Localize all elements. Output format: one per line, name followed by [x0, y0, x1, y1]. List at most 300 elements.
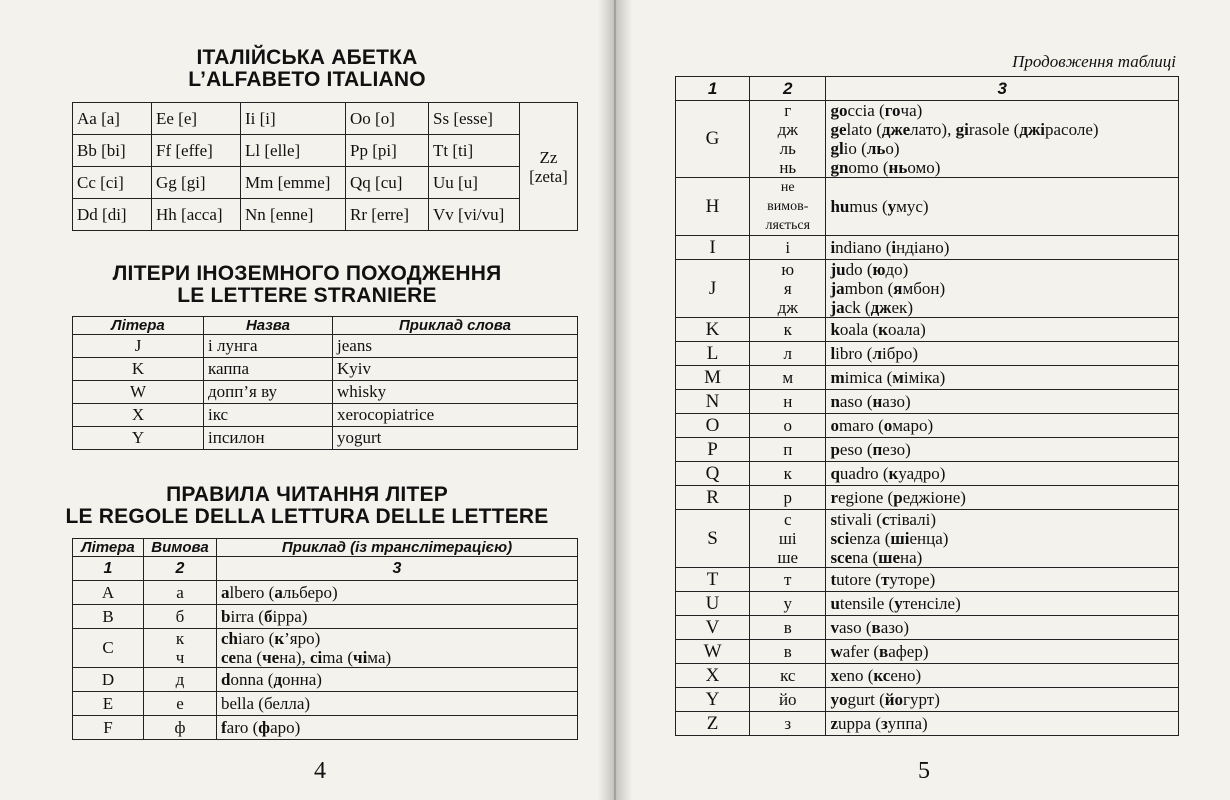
- plain-part: uadro (: [839, 464, 889, 483]
- example-line: [830, 618, 1174, 637]
- rules-example: [217, 629, 578, 668]
- pronunciation-line: вимов-: [767, 199, 809, 214]
- rtab-num-2: 2: [750, 77, 826, 101]
- pronunciation-line: ше: [777, 548, 799, 567]
- alphabet-row: [73, 135, 578, 167]
- plain-part: іміка): [903, 368, 946, 387]
- plain-part: енца): [909, 529, 949, 548]
- highlight-part: f: [221, 718, 227, 737]
- plain-part: еджіоне): [902, 488, 966, 507]
- highlight-part: о: [883, 416, 893, 435]
- alphabet-cell: Pp [pi]: [346, 135, 429, 167]
- highlight-part: yo: [830, 690, 848, 709]
- example-line: [830, 548, 1174, 567]
- highlight-part: т: [880, 570, 890, 589]
- example-line: [221, 694, 573, 713]
- plain-part: ібро): [882, 344, 919, 363]
- alphabet-cell: Ee [e]: [152, 103, 241, 135]
- example-line: [830, 570, 1174, 589]
- foreign-letter: Y: [73, 427, 204, 450]
- rtab-row: [676, 688, 1179, 712]
- rtab-letter: U: [676, 592, 750, 616]
- pronunciation-line: у: [783, 594, 793, 613]
- plain-part: aso (: [839, 392, 873, 411]
- highlight-part: з: [880, 714, 888, 733]
- example-line: [221, 648, 573, 667]
- foreign-example: jeans: [333, 335, 578, 358]
- plain-part: mus (: [849, 197, 888, 216]
- highlight-part: gn: [830, 158, 849, 177]
- pronunciation-line: к: [783, 320, 792, 339]
- pronunciation-line: ч: [175, 648, 185, 667]
- highlight-part: д: [273, 670, 283, 689]
- rtab-letter: J: [676, 260, 750, 318]
- example-line: [830, 101, 1174, 120]
- foreign-row: [73, 381, 578, 404]
- alphabet-title-it: L’ALFABETO ITALIANO: [188, 68, 426, 91]
- plain-part: tensile (: [839, 594, 895, 613]
- plain-part: ма): [367, 648, 392, 667]
- rtab-pronunciation: [750, 486, 826, 510]
- highlight-part: дж: [870, 298, 892, 317]
- rtab-pronunciation: [750, 414, 826, 438]
- plain-part: omo (: [848, 158, 889, 177]
- highlight-part: м: [892, 368, 904, 387]
- highlight-part: к: [888, 464, 899, 483]
- alphabet-cell: Mm [emme]: [241, 167, 346, 199]
- highlight-part: go: [830, 101, 848, 120]
- highlight-part: i: [830, 238, 836, 257]
- pronunciation-line: т: [784, 570, 792, 589]
- highlight-part: го: [884, 101, 901, 120]
- rtab-pronunciation: [750, 616, 826, 640]
- alphabet-cell: Bb [bi]: [73, 135, 152, 167]
- rtab-letter: P: [676, 438, 750, 462]
- rtab-letter: L: [676, 342, 750, 366]
- highlight-part: r: [830, 488, 838, 507]
- foreign-header-letter: Літера: [73, 317, 204, 335]
- example-line: [830, 320, 1174, 339]
- highlight-part: gi: [955, 120, 969, 139]
- rtab-pronunciation: [750, 260, 826, 318]
- rtab-num-3: 3: [826, 77, 1179, 101]
- alphabet-table: [72, 102, 578, 231]
- plain-part: тенсіле): [902, 594, 961, 613]
- rules-letter: C: [73, 629, 144, 668]
- highlight-part: ф: [258, 718, 271, 737]
- example-line: [830, 529, 1174, 548]
- foreign-row: [73, 358, 578, 381]
- foreign-letter: J: [73, 335, 204, 358]
- example-line: [830, 238, 1174, 257]
- rtab-letter: S: [676, 510, 750, 568]
- plain-part: uppa (: [837, 714, 881, 733]
- book-gutter: [598, 0, 632, 800]
- pronunciation-line: ль: [779, 139, 796, 158]
- alphabet-cell: Cc [ci]: [73, 167, 152, 199]
- rtab-row: [676, 616, 1179, 640]
- plain-part: расоле): [1045, 120, 1099, 139]
- foreign-name: каппа: [204, 358, 333, 381]
- rtab-example: [826, 318, 1179, 342]
- foreign-name: допп’я ву: [204, 381, 333, 404]
- highlight-part: ль: [866, 139, 886, 158]
- plain-part: bella (белла): [221, 694, 311, 713]
- rules-example: [217, 692, 578, 716]
- plain-part: маро): [892, 416, 934, 435]
- example-line: [830, 666, 1174, 685]
- rules-row: [73, 716, 578, 740]
- rtab-letter: X: [676, 664, 750, 688]
- foreign-title-uk: ЛІТЕРИ ІНОЗЕМНОГО ПОХОДЖЕННЯ: [112, 262, 502, 285]
- plain-part: rasole (: [968, 120, 1020, 139]
- highlight-part: v: [830, 618, 839, 637]
- plain-part: на): [900, 548, 923, 567]
- rtab-example: [826, 236, 1179, 260]
- rtab-example: [826, 640, 1179, 664]
- highlight-part: t: [830, 570, 837, 589]
- plain-part: афер): [888, 642, 929, 661]
- example-line: [221, 607, 573, 626]
- plain-part: ча): [900, 101, 923, 120]
- rtab-row: [676, 568, 1179, 592]
- plain-part: eso (: [839, 440, 873, 459]
- highlight-part: б: [263, 607, 273, 626]
- highlight-part: п: [872, 440, 883, 459]
- rules-row: [73, 692, 578, 716]
- plain-part: lbero (: [229, 583, 275, 602]
- plain-part: maro (: [838, 416, 884, 435]
- foreign-row: [73, 427, 578, 450]
- highlight-part: z: [830, 714, 838, 733]
- pronunciation-line: с: [783, 510, 792, 529]
- plain-part: utore (: [836, 570, 881, 589]
- rtab-row: [676, 462, 1179, 486]
- rules-header-example: Приклад (із транслітерацією): [217, 539, 578, 557]
- plain-part: eno (: [838, 666, 874, 685]
- plain-part: aso (: [838, 618, 872, 637]
- alphabet-cell: Vv [vi/vu]: [429, 199, 520, 231]
- rtab-letter: R: [676, 486, 750, 510]
- plain-part: ndiano (: [835, 238, 892, 257]
- plain-part: тівалі): [889, 510, 936, 529]
- highlight-part: нь: [888, 158, 908, 177]
- alphabet-cell: Ii [i]: [241, 103, 346, 135]
- highlight-part: н: [872, 392, 883, 411]
- plain-part: уторе): [889, 570, 936, 589]
- highlight-part: ce: [221, 648, 237, 667]
- rtab-row: [676, 178, 1179, 236]
- continuation-caption: Продовження таблиці: [1012, 52, 1176, 71]
- pronunciation-line: йо: [778, 690, 797, 709]
- plain-part: ck (: [844, 298, 871, 317]
- example-line: [221, 629, 573, 648]
- plain-part: о): [885, 139, 900, 158]
- rtab-pronunciation: [750, 592, 826, 616]
- rtab-example: [826, 366, 1179, 390]
- highlight-part: йо: [884, 690, 904, 709]
- pronunciation-line: я: [783, 279, 792, 298]
- alphabet-cell: Uu [u]: [429, 167, 520, 199]
- example-line: [830, 279, 1174, 298]
- rtab-row: [676, 260, 1179, 318]
- plain-part: мус): [896, 197, 929, 216]
- rtab-letter: H: [676, 178, 750, 236]
- foreign-name: іпсилон: [204, 427, 333, 450]
- plain-part: irra (: [230, 607, 264, 626]
- highlight-part: d: [221, 670, 231, 689]
- rules-title: [0, 484, 614, 528]
- page-number-right: 5: [918, 758, 930, 784]
- highlight-part: w: [830, 642, 843, 661]
- plain-part: ндіано): [896, 238, 950, 257]
- rtab-row: [676, 592, 1179, 616]
- foreign-header-example: Приклад слова: [333, 317, 578, 335]
- highlight-part: к: [274, 629, 285, 648]
- rules-pronunciation: е: [144, 692, 217, 716]
- plain-part: do (: [845, 260, 873, 279]
- rtab-example: [826, 101, 1179, 178]
- plain-part: гурт): [903, 690, 940, 709]
- highlight-part: o: [830, 416, 839, 435]
- foreign-title: [0, 263, 614, 307]
- foreign-row: [73, 335, 578, 358]
- highlight-part: а: [274, 583, 283, 602]
- plain-part: азо): [880, 618, 910, 637]
- alphabet-z-name: [zeta]: [529, 166, 568, 186]
- highlight-part: sce: [830, 548, 853, 567]
- alphabet-cell: Ss [esse]: [429, 103, 520, 135]
- pronunciation-line: в: [783, 642, 792, 661]
- plain-part: mbon (: [844, 279, 894, 298]
- rules-number-row: [73, 557, 578, 581]
- plain-part: оала): [887, 320, 926, 339]
- highlight-part: ja: [830, 279, 845, 298]
- pronunciation-line: к: [175, 629, 185, 648]
- example-line: [830, 158, 1174, 177]
- highlight-part: с: [881, 510, 890, 529]
- highlight-part: і: [891, 238, 897, 257]
- highlight-part: l: [830, 344, 836, 363]
- rtab-letter: Z: [676, 712, 750, 736]
- alphabet-row: [73, 167, 578, 199]
- pronunciation-line: ші: [778, 529, 797, 548]
- highlight-part: a: [221, 583, 230, 602]
- rules-row: [73, 605, 578, 629]
- plain-part: ено): [890, 666, 922, 685]
- rtab-row: [676, 640, 1179, 664]
- highlight-part: я: [893, 279, 903, 298]
- rtab-example: [826, 592, 1179, 616]
- alphabet-row: [73, 103, 578, 135]
- example-line: [830, 298, 1174, 317]
- rtab-row: [676, 318, 1179, 342]
- rules-example: [217, 668, 578, 692]
- rtab-letter: V: [676, 616, 750, 640]
- plain-part: онна): [282, 670, 322, 689]
- rules-letter: F: [73, 716, 144, 740]
- rules-header-letter: Літера: [73, 539, 144, 557]
- rtab-pronunciation: [750, 101, 826, 178]
- highlight-part: в: [879, 642, 889, 661]
- rtab-pronunciation: [750, 688, 826, 712]
- example-line: [221, 583, 573, 602]
- plain-part: ibro (: [835, 344, 873, 363]
- highlight-part: ше: [878, 548, 901, 567]
- plain-part: аро): [270, 718, 301, 737]
- highlight-part: л: [872, 344, 883, 363]
- highlight-part: к: [878, 320, 888, 339]
- example-line: [221, 718, 573, 737]
- pronunciation-line: дж: [777, 298, 798, 317]
- pronunciation-line: г: [784, 101, 792, 120]
- highlight-part: ch: [221, 629, 238, 648]
- rules-pronunciation: д: [144, 668, 217, 692]
- alphabet-cell: Gg [gi]: [152, 167, 241, 199]
- rtab-pronunciation: [750, 712, 826, 736]
- plain-part: egione (: [837, 488, 894, 507]
- rtab-example: [826, 510, 1179, 568]
- rtab-letter: Q: [676, 462, 750, 486]
- example-line: [830, 594, 1174, 613]
- rules-title-it: LE REGOLE DELLA LETTURA DELLE LETTERE: [65, 505, 549, 528]
- rtab-pronunciation: [750, 510, 826, 568]
- alphabet-cell: Rr [erre]: [346, 199, 429, 231]
- rules-pronunciation: [144, 629, 217, 668]
- plain-part: ірра): [272, 607, 308, 626]
- pronunciation-line: кс: [780, 666, 796, 685]
- rtab-number-row: [676, 77, 1179, 101]
- alphabet-title: [0, 47, 614, 91]
- highlight-part: s: [830, 510, 838, 529]
- rtab-example: [826, 260, 1179, 318]
- rtab-pronunciation: [750, 318, 826, 342]
- plain-part: onna (: [230, 670, 274, 689]
- plain-part: lato (: [846, 120, 882, 139]
- rtab-row: [676, 510, 1179, 568]
- rules-letter: B: [73, 605, 144, 629]
- page-number-left: 4: [314, 758, 326, 784]
- example-line: [830, 440, 1174, 459]
- foreign-example: Kyiv: [333, 358, 578, 381]
- alphabet-cell-z: [520, 103, 578, 231]
- rtab-row: [676, 366, 1179, 390]
- example-line: [830, 368, 1174, 387]
- plain-part: лато),: [910, 120, 956, 139]
- alphabet-cell: Ll [elle]: [241, 135, 346, 167]
- highlight-part: u: [830, 594, 840, 613]
- rtab-example: [826, 438, 1179, 462]
- foreign-name: і лунга: [204, 335, 333, 358]
- rtab-example: [826, 390, 1179, 414]
- plain-part: tivali (: [837, 510, 882, 529]
- example-line: [830, 690, 1174, 709]
- pronunciation-line: р: [783, 488, 793, 507]
- highlight-part: hu: [830, 197, 850, 216]
- alphabet-cell: Hh [acca]: [152, 199, 241, 231]
- alphabet-cell: Tt [ti]: [429, 135, 520, 167]
- plain-part: afer (: [842, 642, 880, 661]
- pronunciation-line: ляється: [765, 218, 811, 233]
- example-line: [830, 120, 1174, 139]
- foreign-name: ікс: [204, 404, 333, 427]
- reading-rules-table: [72, 538, 578, 740]
- rtab-letter: W: [676, 640, 750, 664]
- pronunciation-line: н: [783, 392, 793, 411]
- rtab-pronunciation: [750, 568, 826, 592]
- highlight-part: р: [893, 488, 903, 507]
- foreign-example: yogurt: [333, 427, 578, 450]
- plain-part: na (: [236, 648, 263, 667]
- rtab-example: [826, 712, 1179, 736]
- highlight-part: ci: [310, 648, 323, 667]
- example-line: [830, 714, 1174, 733]
- example-line: [830, 139, 1174, 158]
- example-line: [830, 642, 1174, 661]
- rules-num-1: 1: [73, 557, 144, 581]
- rules-example: [217, 716, 578, 740]
- pronunciation-line: о: [783, 416, 793, 435]
- rtab-pronunciation: [750, 438, 826, 462]
- plain-part: уадро): [898, 464, 946, 483]
- example-line: [830, 510, 1174, 529]
- highlight-part: sci: [830, 529, 850, 548]
- rtab-example: [826, 688, 1179, 712]
- example-line: [830, 344, 1174, 363]
- example-line: [830, 392, 1174, 411]
- rtab-letter: M: [676, 366, 750, 390]
- foreign-row: [73, 404, 578, 427]
- rtab-example: [826, 486, 1179, 510]
- foreign-letter: X: [73, 404, 204, 427]
- rtab-pronunciation: [750, 366, 826, 390]
- rtab-pronunciation: [750, 462, 826, 486]
- plain-part: na (: [852, 548, 879, 567]
- rules-row: [73, 668, 578, 692]
- plain-part: льберо): [282, 583, 338, 602]
- alphabet-cell: Dd [di]: [73, 199, 152, 231]
- rules-letter: E: [73, 692, 144, 716]
- pronunciation-line: ю: [781, 260, 795, 279]
- highlight-part: m: [830, 368, 845, 387]
- highlight-part: ші: [890, 529, 910, 548]
- pronunciation-line: не: [780, 180, 795, 195]
- highlight-part: ju: [830, 260, 846, 279]
- highlight-part: q: [830, 464, 840, 483]
- plain-part: мбон): [902, 279, 946, 298]
- rtab-letter: G: [676, 101, 750, 178]
- rtab-row: [676, 342, 1179, 366]
- plain-part: ccia (: [847, 101, 885, 120]
- plain-part: на),: [279, 648, 311, 667]
- rules-pronunciation: б: [144, 605, 217, 629]
- foreign-title-it: LE LETTERE STRANIERE: [177, 284, 437, 307]
- highlight-part: в: [871, 618, 881, 637]
- pronunciation-line: з: [784, 714, 792, 733]
- highlight-part: кс: [873, 666, 891, 685]
- rtab-example: [826, 342, 1179, 366]
- highlight-part: b: [221, 607, 231, 626]
- pronunciation-line: л: [783, 344, 792, 363]
- rules-num-3: 3: [217, 557, 578, 581]
- plain-part: ’яро): [284, 629, 321, 648]
- reading-rules-continued-table: [675, 76, 1179, 736]
- highlight-part: у: [894, 594, 903, 613]
- rules-letter: D: [73, 668, 144, 692]
- plain-part: езо): [882, 440, 911, 459]
- example-line: [830, 197, 1174, 216]
- foreign-example: whisky: [333, 381, 578, 404]
